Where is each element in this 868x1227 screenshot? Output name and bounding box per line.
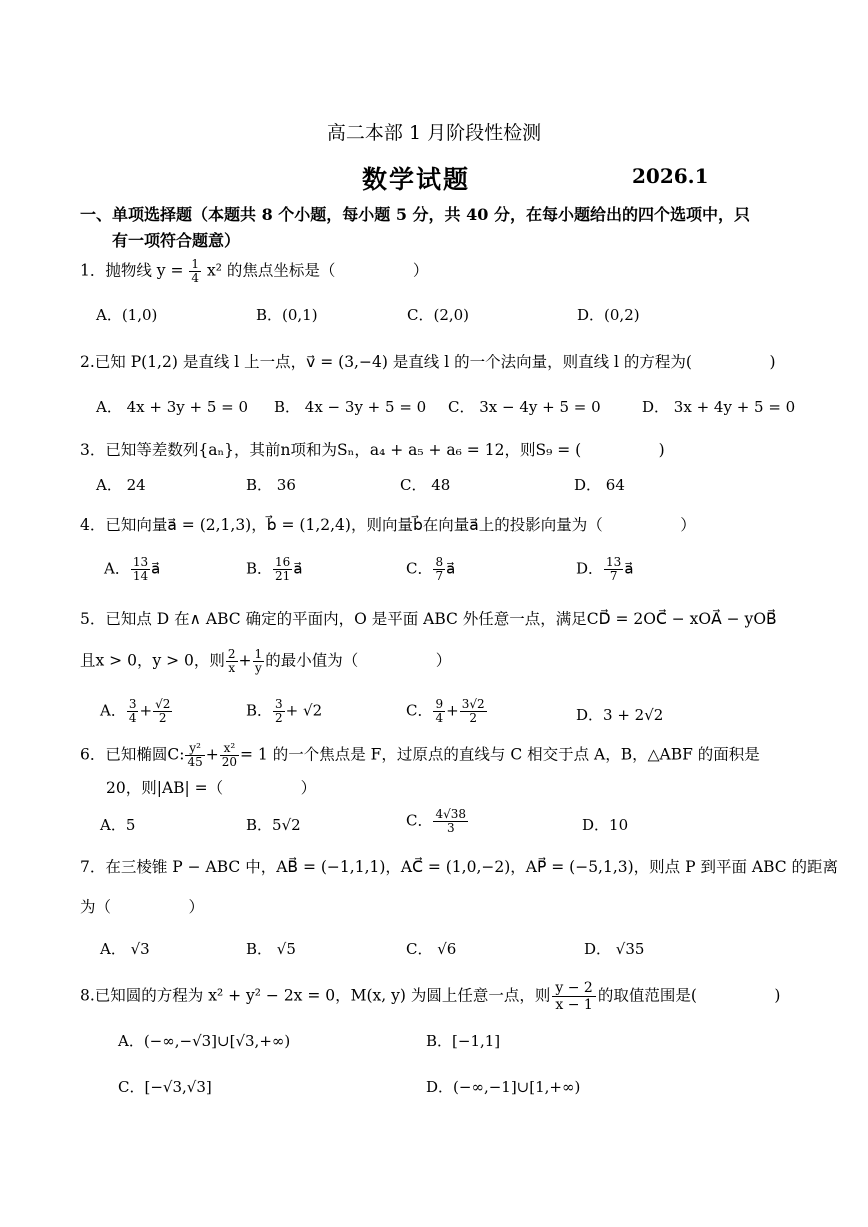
q1-options xyxy=(96,304,816,334)
q6-d-text: 10 xyxy=(609,816,629,834)
q5-a-den: 4 xyxy=(128,711,137,725)
q4-option-d[interactable] xyxy=(576,556,634,583)
q6-c-den: 3 xyxy=(446,821,455,835)
q4-b-frac xyxy=(273,556,292,583)
q5-option-c[interactable] xyxy=(406,698,488,725)
q8-option-c[interactable]: C．[−√3,√3] xyxy=(118,1078,212,1096)
q6-d-letter: D． xyxy=(582,816,610,834)
q5-c-frac-2 xyxy=(460,698,487,725)
q5-b-letter: B． xyxy=(246,701,273,720)
q5-a-letter: A． xyxy=(100,701,126,720)
question-1 xyxy=(80,258,800,285)
q4-d-tail: a⃗ xyxy=(624,559,634,578)
q4-b-tail: a⃗ xyxy=(293,559,303,578)
q4-b-num: 16 xyxy=(275,555,291,569)
q1-frac-num: 1 xyxy=(191,257,200,271)
section-line-1: 一、单项选择题（本题共 8 个小题，每小题 5 分，共 40 分，在每小题给出的四个选项中，只 xyxy=(80,205,750,224)
title-row xyxy=(0,160,868,196)
q8-fraction xyxy=(552,980,595,1013)
question-7-line-2: 为（ ） xyxy=(80,898,205,916)
q5-a-frac-2 xyxy=(153,698,172,725)
q5-plus: + xyxy=(238,651,252,670)
question-6-line-2: 20，则|AB| =（ ） xyxy=(106,779,317,797)
school-header: 高二本部 1 月阶段性检测 xyxy=(326,122,542,144)
q8-suffix: 的取值范围是( ) xyxy=(597,986,781,1005)
q6-suffix: = 1 的一个焦点是 F，过原点的直线与 C 相交于点 A，B，△ABF 的面积是 xyxy=(240,745,760,764)
q1-option-d[interactable]: D．(0,2) xyxy=(577,306,640,324)
q8-frac-den: x − 1 xyxy=(555,997,593,1013)
q5-c-num2: 3√2 xyxy=(461,697,485,711)
q1-fraction xyxy=(189,258,201,285)
q4-a-letter: A． xyxy=(104,559,130,578)
q4-c-num: 8 xyxy=(435,555,444,569)
q5-f2-num: 1 xyxy=(254,647,263,661)
q4-d-letter: D． xyxy=(576,559,604,578)
q6-b-text: 5√2 xyxy=(272,816,301,834)
q4-option-c[interactable] xyxy=(406,556,455,583)
section-heading xyxy=(80,202,792,254)
q5-option-d[interactable] xyxy=(576,704,663,725)
q6-c-frac xyxy=(433,808,468,835)
q8-prefix: 8.已知圆的方程为 x² + y² − 2x = 0，M(x, y) 为圆上任意一点，则 xyxy=(80,986,551,1005)
q6-c-num: 4√38 xyxy=(435,807,467,821)
q2-option-a[interactable]: A． 4x + 3y + 5 = 0 xyxy=(96,398,249,416)
q5-option-a[interactable] xyxy=(100,698,173,725)
q6-f2-num: x² xyxy=(220,742,239,756)
q4-a-den: 14 xyxy=(132,569,149,583)
q5-line2-suffix: 的最小值为（ ） xyxy=(265,651,452,670)
q5-option-b[interactable] xyxy=(246,698,322,725)
q4-a-num: 13 xyxy=(132,555,149,569)
q5-options xyxy=(100,698,820,728)
q5-b-num: 3 xyxy=(275,697,283,711)
question-7-line-1: 7．在三棱锥 P − ABC 中，AB⃗ = (−1,1,1)，AC⃗ = (1,0,−2)，AP⃗ = (−5,1,3)，则点 P 到平面 ABC 的距离 xyxy=(80,858,839,876)
q4-options xyxy=(104,556,824,586)
q6-option-b[interactable] xyxy=(246,814,301,835)
question-6-line-1 xyxy=(80,742,800,769)
q5-a-num: 3 xyxy=(128,697,137,711)
q5-c-den: 4 xyxy=(435,711,444,725)
q5-f1-num: 2 xyxy=(227,647,236,661)
q5-c-den2: 2 xyxy=(469,711,477,725)
q6-c-letter: C． xyxy=(406,811,433,830)
q4-b-letter: B． xyxy=(246,559,273,578)
q7-option-d[interactable]: D． √35 xyxy=(584,940,645,958)
q1-frac-den: 4 xyxy=(191,271,200,285)
q6-f2-den: 20 xyxy=(221,755,238,769)
q1-option-a[interactable]: A．(1,0) xyxy=(96,306,158,324)
q6-a-letter: A． xyxy=(100,816,126,834)
q2-option-b[interactable]: B． 4x − 3y + 5 = 0 xyxy=(274,398,427,416)
q5-c-letter: C． xyxy=(406,701,433,720)
q7-option-b[interactable]: B． √5 xyxy=(246,940,296,958)
q4-c-letter: C． xyxy=(406,559,433,578)
q4-c-tail: a⃗ xyxy=(446,559,456,578)
page-title: 数学试题 xyxy=(362,165,471,194)
q5-a-num2: √2 xyxy=(155,697,171,711)
q3-option-a[interactable]: A． 24 xyxy=(96,476,146,494)
q5-d-letter: D． xyxy=(576,706,604,724)
q1-option-c[interactable]: C．(2,0) xyxy=(407,306,470,324)
q6-options xyxy=(100,808,820,838)
question-4: 4．已知向量a⃗ = (2,1,3)，b⃗ = (1,2,4)，则向量b⃗在向量a⃗上的投影向量为（ ） xyxy=(80,516,696,534)
q5-b-den: 2 xyxy=(275,711,283,725)
q4-c-den: 7 xyxy=(435,569,444,583)
q7-options xyxy=(100,938,820,968)
q5-a-plus: + xyxy=(139,701,153,720)
q4-option-b[interactable] xyxy=(246,556,303,583)
q4-d-frac xyxy=(604,556,623,583)
q5-c-frac xyxy=(433,698,445,725)
q5-f2-den: y xyxy=(254,661,262,675)
q4-option-a[interactable] xyxy=(104,556,160,583)
q6-frac-1 xyxy=(185,742,204,769)
q6-f1-num: y² xyxy=(185,742,204,756)
q5-frac-2 xyxy=(253,648,265,675)
q1-option-b[interactable]: B．(0,1) xyxy=(256,306,318,324)
q6-option-c[interactable] xyxy=(406,808,469,835)
q7-option-a[interactable]: A． √3 xyxy=(100,940,150,958)
q5-line2-prefix: 且x > 0，y > 0，则 xyxy=(80,651,225,670)
q8-option-d[interactable]: D．(−∞,−1]∪[1,+∞) xyxy=(426,1078,581,1096)
q6-b-letter: B． xyxy=(246,816,273,834)
q4-d-num: 13 xyxy=(606,555,622,569)
q1-suffix: x² 的焦点坐标是（ ） xyxy=(206,261,429,280)
exam-date: 2026.1 xyxy=(632,164,709,188)
q3-option-d[interactable]: D． 64 xyxy=(574,476,625,494)
q5-a-den2: 2 xyxy=(158,711,167,725)
question-5-line-1: 5．已知点 D 在∧ ABC 确定的平面内，O 是平面 ABC 外任意一点，满足CD⃗ = 2OC⃗ − xOA⃗ − yOB⃗ xyxy=(80,610,777,628)
q5-c-plus: + xyxy=(446,701,459,720)
q4-a-frac xyxy=(131,556,150,583)
q8-option-b[interactable]: B．[−1,1] xyxy=(426,1032,501,1050)
q4-d-den: 7 xyxy=(609,569,618,583)
q8-frac-num: y − 2 xyxy=(552,980,595,997)
q8-options-row-1 xyxy=(118,1030,838,1060)
question-8 xyxy=(80,980,800,1013)
q8-options-row-2 xyxy=(118,1076,838,1106)
q8-option-a[interactable]: A．(−∞,−√3]∪[√3,+∞) xyxy=(118,1032,291,1050)
q4-c-frac xyxy=(433,556,445,583)
q5-c-num: 9 xyxy=(435,697,444,711)
section-line-2: 有一项符合题意） xyxy=(112,231,241,250)
question-2: 2.已知 P(1,2) 是直线 l 上一点，v⃗ = (3,−4) 是直线 l 的一个法向量，则直线 l 的方程为( ) xyxy=(80,353,776,371)
q5-b-tail: + √2 xyxy=(285,701,323,720)
question-5-line-2 xyxy=(80,648,800,675)
q3-options xyxy=(96,474,816,504)
q4-b-den: 21 xyxy=(275,569,291,583)
q6-plus: + xyxy=(205,745,219,764)
q1-prefix: 1．抛物线 y = xyxy=(80,261,184,280)
q5-a-frac xyxy=(127,698,139,725)
q7-option-c[interactable]: C． √6 xyxy=(406,940,457,958)
q3-option-b[interactable]: B． 36 xyxy=(246,476,296,494)
q6-f1-den: 45 xyxy=(187,755,203,769)
q6-option-a[interactable] xyxy=(100,814,135,835)
q6-frac-2 xyxy=(220,742,239,769)
q5-d-text: 3 + 2√2 xyxy=(603,706,664,724)
q6-prefix: 6．已知椭圆C: xyxy=(80,745,185,764)
q2-option-d[interactable]: D． 3x + 4y + 5 = 0 xyxy=(642,398,796,416)
q6-option-d[interactable] xyxy=(582,814,628,835)
q4-a-tail: a⃗ xyxy=(151,559,161,578)
q5-frac-1 xyxy=(226,648,238,675)
q2-option-c[interactable]: C． 3x − 4y + 5 = 0 xyxy=(448,398,601,416)
question-3: 3．已知等差数列{aₙ}，其前n项和为Sₙ，a₄ + a₅ + a₆ = 12，则S₉ = ( ) xyxy=(80,441,665,459)
q2-options xyxy=(96,396,816,426)
q5-f1-den: x xyxy=(228,661,236,675)
q5-b-frac xyxy=(273,698,285,725)
q3-option-c[interactable]: C． 48 xyxy=(400,476,451,494)
q6-a-text: 5 xyxy=(125,816,136,834)
